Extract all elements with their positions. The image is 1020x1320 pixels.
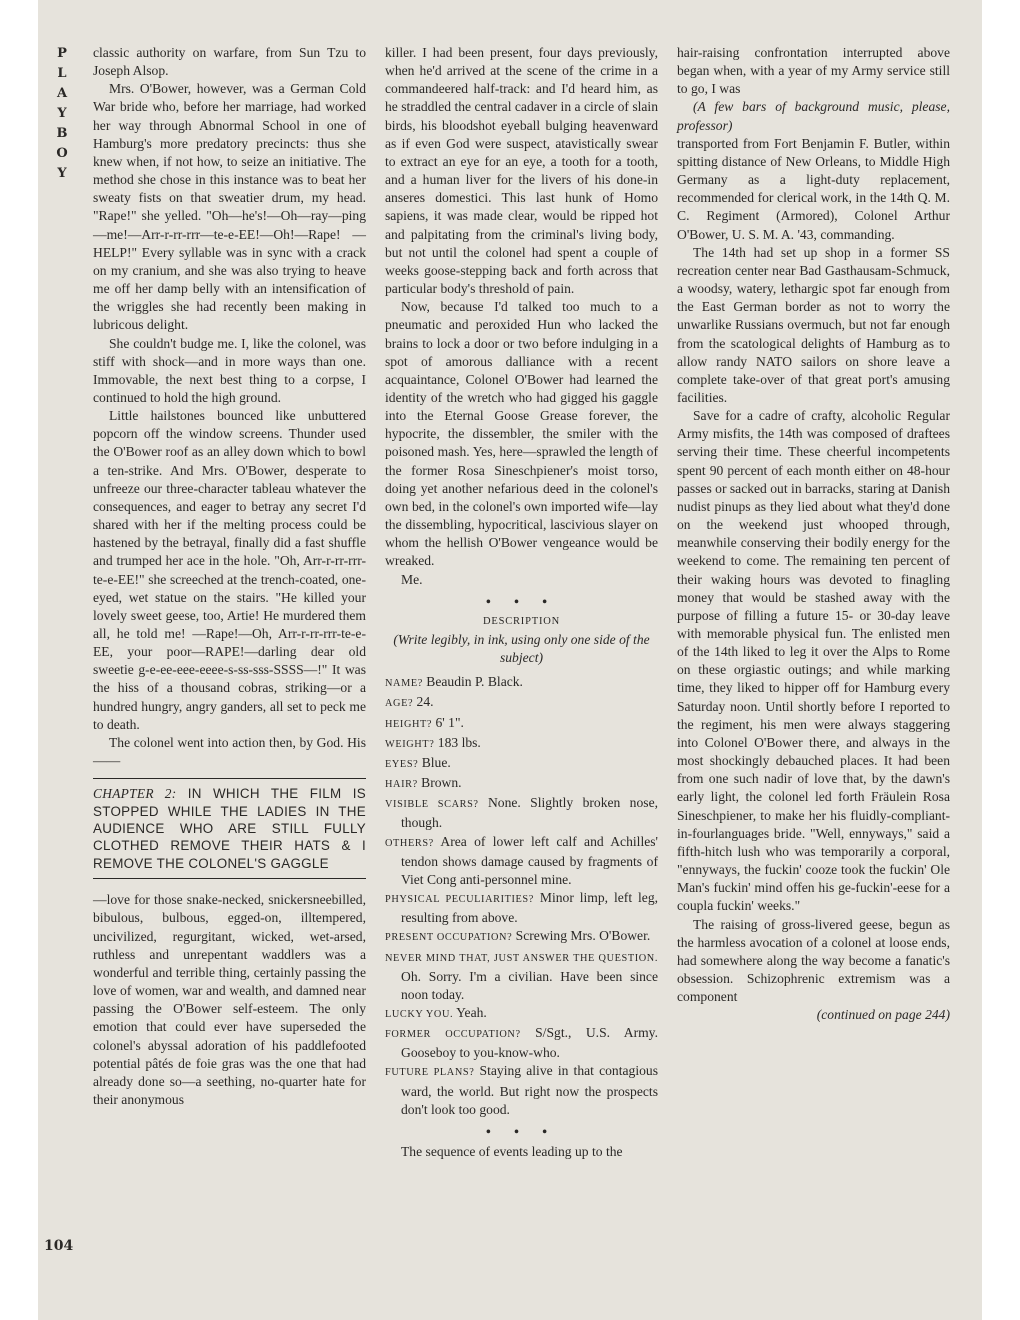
form-answer: Yeah. (456, 1004, 487, 1020)
form-entry (385, 774, 658, 794)
paragraph: Mrs. O'Bower, however, was a German Cold War bride who, before her marriage, had worked her way through Abnormal School in one of Hamburg's more predatory precincts: thus she knew when, if not how, to seize an initiative. The method she chose in this instance was to beat her sweaty fists on that sweatier drum, my head. "Rape!" she yelled. "Oh—he's!—Oh—ray—ping—me!—Arr-r-rr-rrr—te-e-EE!—Oh!—Rape! —HELP!" Every syllable was in sync with a crack on my cranium, and she was also trying to heave me off her damp belly with an intensification of the wriggles she had recently been making in lubricous delight. (93, 81, 366, 333)
form-answer: Blue. (421, 754, 451, 770)
text-column-2 (385, 44, 658, 1161)
paragraph: killer. I had been present, four days previously, when he'd arrived at the scene of the crime in a commandeered half-track: and I'd heard him, as he straddled the central cadaver in a circle of slain birds, his bloodshot eyeball bulging heavenward as if even God were suspect, atavistically swear to extract an eye for an eye, a tooth for a tooth, and a human liver for the livers of his done-in anseres domestici. This last hunk of Homo sapiens, it was made clear, would be ripped hot and palpitating from the criminal's living body, but not until the colonel had spent a couple of weeks goose-stepping back and forth across that particular body's threshold of pain. (385, 45, 658, 297)
form-question: FORMER OCCUPATION? (385, 1029, 521, 1041)
paragraph: —love for those snake-necked, snickersneebilled, bibulous, bulbous, egged-on, illtempered, uncivilized, regurgitant, wicked, wet-arsed, ruthless and unrepentant waddlers was a wonderful and terrible thing, certainly passing the love of women, war and wealth, and damned near passing the O'Bower self-esteem. The only emotion that could ever have superseded the colonel's abyssal adoration of his paddlefooted potential pâtés de foie gras was the one that had already done so—a seething, no-quarter hate for their anonymous (93, 892, 366, 1107)
form-question: HAIR? (385, 779, 418, 791)
form-answer: Minor limp, left leg, resulting from above. (401, 890, 659, 926)
chapter-title: IN WHICH THE FILM IS STOPPED WHILE THE LADIES IN THE AUDIENCE WHO ARE STILL FULLY CLOTHED REMOVE THEIR HATS & I REMOVE THE COLONEL'S GAGGLE (93, 786, 366, 871)
text-column-3 (677, 44, 950, 1024)
paragraph: Now, because I'd talked too much to a pneumatic and peroxided Hun who lacked the brains to lock a door or two before indulging in a spot of amorous dalliance with a recent acquaintance, Colonel O'Bower had learned the identity of the wretch who had gigged his gaggle into the Eternal Goose Grease forever, the hypocrite, the dissembler, the smiler with the poisoned mash. Yes, here—sprawled the length of the former Rosa Sineschpiener's moist torso, doing yet another nefarious deed in the colonel's own bed, in the colonel's own imported wife—lay the dissembling, hypocritical, lascivious slayer on whom the hellish O'Bower vengeance would be wreaked. (385, 299, 658, 569)
form-question: NEVER MIND THAT, JUST ANSWER THE QUESTION. (385, 952, 658, 964)
form-entry (385, 693, 658, 713)
form-entry (385, 714, 658, 734)
paragraph: hair-raising confrontation interrupted above began when, with a year of my Army service still to go, I was (677, 45, 950, 97)
form-answer: 6' 1". (435, 714, 464, 730)
form-entry (385, 1004, 658, 1024)
stage-direction: (A few bars of background music, please, professor) (677, 99, 950, 133)
form-entry (385, 1024, 658, 1062)
paragraph: The colonel went into action then, by God. His—— (93, 734, 366, 769)
form-question: PHYSICAL PECULIARITIES? (385, 894, 534, 906)
form-answer: Brown. (421, 775, 462, 791)
form-question: HEIGHT? (385, 718, 433, 730)
magazine-side-label: P L A Y B O Y (56, 46, 68, 181)
form-answer: Staying alive in that contagious ward, the world. But right now the prospects don't look too good. (401, 1063, 659, 1117)
form-entry (385, 889, 658, 927)
description-heading: DESCRIPTION (482, 615, 561, 627)
chapter-heading (93, 778, 366, 879)
paragraph: transported from Fort Benjamin F. Butler, within spitting distance of New Orleans, to Middle High Germany as a light-duty replacement, recommended for clerical work, in the 14th Q. M. C. Regiment (Armored), Colonel Arthur O'Bower, U. S. M. A. '43, commanding. (677, 135, 950, 242)
description-subheading: (Write legibly, in ink, using only one side of the subject) (393, 632, 650, 666)
paragraph: classic authority on warfare, from Sun Tzu to Joseph Alsop. (93, 45, 366, 79)
form-question: OTHERS? (385, 837, 434, 849)
form-question: FUTURE PLANS? (385, 1067, 475, 1079)
chapter-label: CHAPTER 2: (93, 786, 177, 802)
form-answer: Beaudin P. Black. (426, 674, 523, 690)
description-form (385, 673, 658, 1119)
form-question: EYES? (385, 758, 419, 770)
form-entry (385, 948, 658, 1004)
paragraph: The 14th had set up shop in a former SS recreation center near Bad Gasthausam-Schmuck, a woodsy, watery, lethargic spot far enough from the East German border as not to worry the unwarlike Russians overmuch, but not far enough from the scatological delights of Hamburg as to allow randy NATO sailors on shore leave a complete take-over of that great port's amusing facilities. (677, 244, 950, 405)
form-question: NAME? (385, 678, 423, 690)
form-question: AGE? (385, 698, 414, 710)
paragraph: The raising of gross-livered geese, begun as the harmless avocation of a colonel at loose ends, had somewhere along the way become a fanatic's obsession. Schizophrenic extremism was a component (677, 916, 950, 1005)
form-entry (385, 927, 658, 947)
form-question: LUCKY YOU. (385, 1008, 454, 1020)
paragraph: Little hailstones bounced like unbuttered popcorn off the window screens. Thunder used the O'Bower roof as an alley down which to bowl a ten-strike. And Mrs. O'Bower, desperate to unfreeze our three-character tableau whatever the consequences, and eager to betray any secret I'd shared with her if the melting process could be hastened by the betrayal, finally did a fast shuffle and trumped her ace in the hole. "Oh, Arr-r-rr-rrr-te-e-EE!" she screeched at the trench-coated, one-eyed, wet statue on the stairs. "He killed your lovely sweet geese, too, Artie! He murdered them all, he told me! —Rape!—Oh, Arr-r-rr-rrr-te-e-EE, your poor—RAPE!—darling dear old sweetie g-e-ee-eee-eeee-s-ss-sss-SSSS—!" It was the hiss of a thousand cobras, striking—or a hundred hungry, angry ganders, all set to peck me to death. (93, 408, 366, 732)
paragraph: She couldn't budge me. I, like the colonel, was stiff with shock—and in more ways than one. Immovable, the next best thing to a corpse, I continued to hold the high ground. (93, 335, 366, 405)
form-answer: Oh. Sorry. I'm a civilian. Have been since noon today. (401, 968, 658, 1002)
form-entry (385, 1062, 658, 1118)
form-answer: None. Slightly broken nose, though. (401, 795, 658, 831)
form-entry (385, 754, 658, 774)
form-answer: S/Sgt., U.S. Army. Gooseboy to you-know-who. (401, 1025, 658, 1061)
continued-notice: (continued on page 244) (816, 1007, 950, 1023)
form-entry (385, 833, 658, 889)
form-answer: Screwing Mrs. O'Bower. (515, 928, 651, 944)
text-column-1 (93, 44, 366, 1109)
form-answer: Area of lower left calf and Achilles' tendon shows damage caused by fragments of Viet Cong anti-personnel mine. (401, 833, 658, 887)
paragraph: Save for a cadre of crafty, alcoholic Regular Army misfits, the 14th was composed of draftees serving their time. These cheerful incompetents spent 90 percent of each month either on 48-hour passes or sacked out in barracks, staring at Danish nudist pinups as they lied about what they'd done on the weekend just whooped through, meanwhile conserving their bodily energy for the weekend to come. The remaining ten percent of their waking hours was devoted to finagling money that would be stashed away with the purpose of filling a future 15- or 30-day leave with memorable physical fun. The enlisted men of the 14th liked to leg it over the Alps to Rome on these orgiastic outings; and while marking time, they liked to hipper off for Hamburg every Saturday noon. Until shortly before I reported to the regiment, his men were always staggering into Colonel O'Bower there, and always in the most shockingly debauched places. It had been from one such nadir of love that, by the dawn's early light, the colonel led forth Fräulein Rosa Sineschpiener, to make her his fluidly-compliant-in-fourlanguages bride. "Well, ennyways," said a fifth-hitch lush who was temporarily a corporal, "ennyways, the fuckin' cooze took the fuckin' Ole Man's fuckin' mind offen his ge-fuckin'-eese for a coupla fuckin' weeks." (677, 408, 950, 914)
paragraph: Me. (401, 571, 423, 587)
paragraph: The sequence of events leading up to the (401, 1144, 623, 1160)
form-entry (385, 794, 658, 832)
form-question: WEIGHT? (385, 738, 435, 750)
form-question: VISIBLE SCARS? (385, 799, 479, 811)
form-entry (385, 673, 658, 693)
section-divider: • • • (485, 1123, 558, 1139)
form-answer: 24. (416, 694, 434, 710)
form-answer: 183 lbs. (437, 734, 481, 750)
section-divider: • • • (485, 593, 558, 609)
form-question: PRESENT OCCUPATION? (385, 932, 513, 944)
form-entry (385, 734, 658, 754)
page-number: 104 (44, 1238, 74, 1254)
